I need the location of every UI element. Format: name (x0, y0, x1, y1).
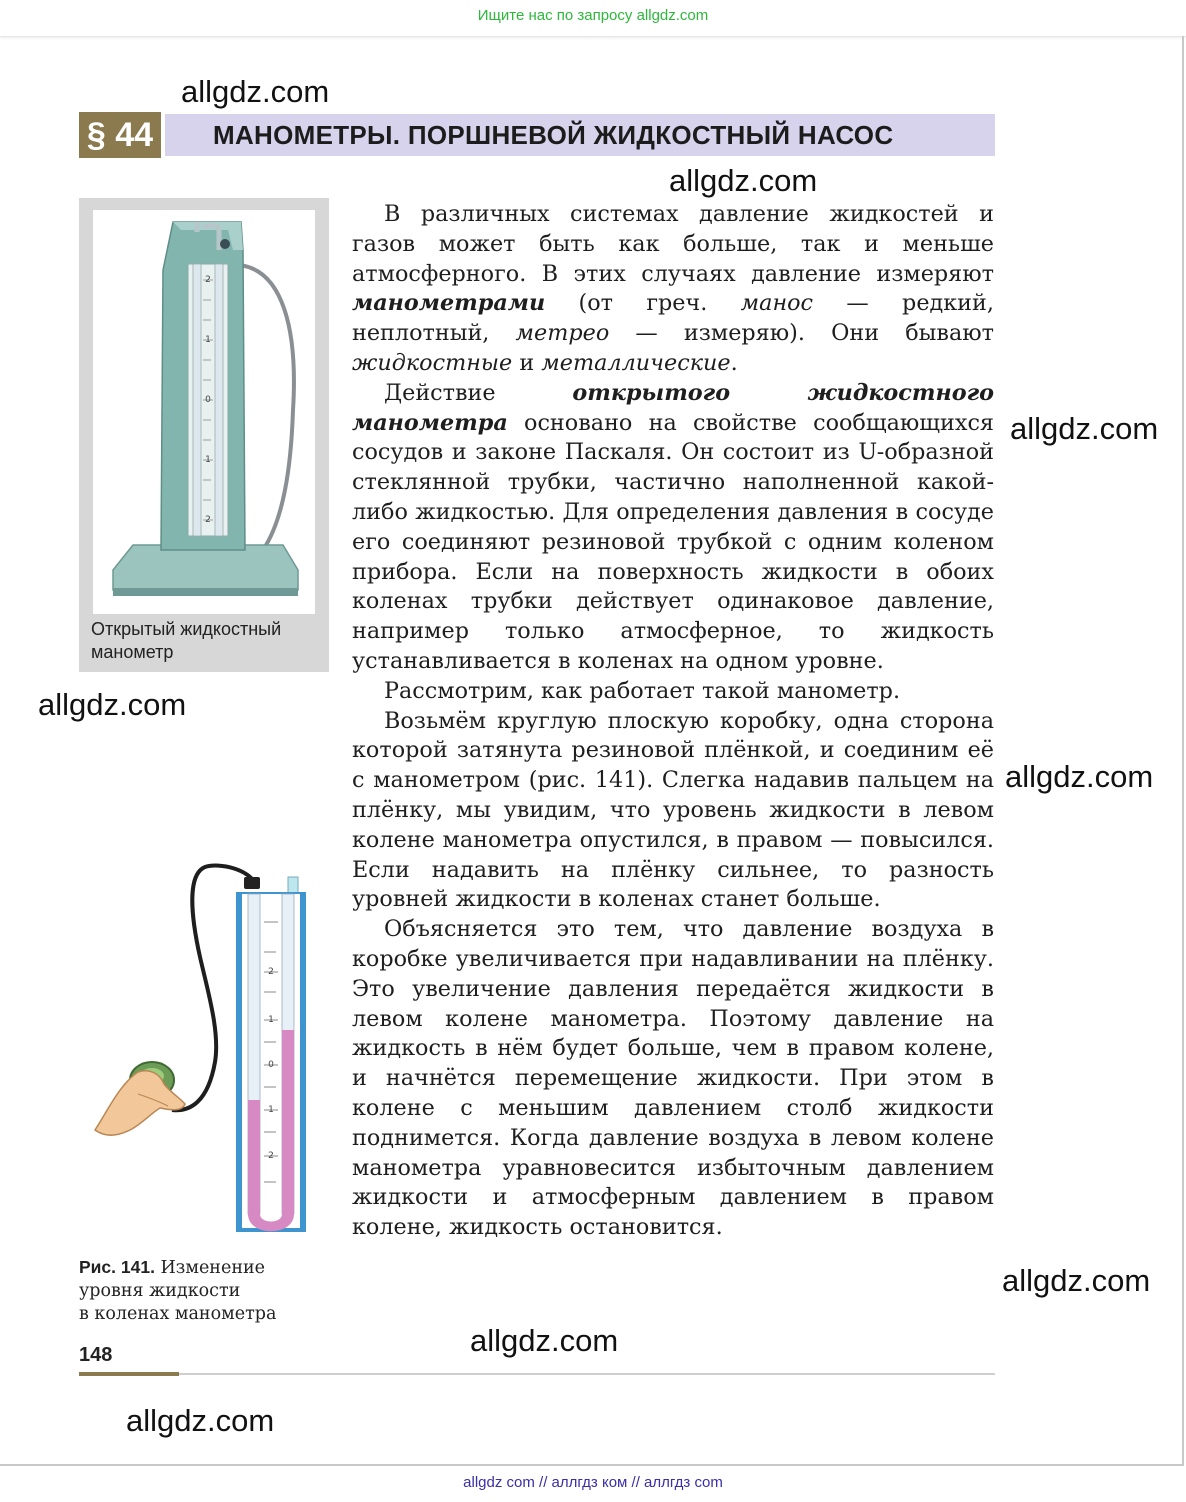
scale-label: 2 (205, 515, 211, 525)
scale-label: 1 (205, 455, 211, 465)
paragraph: Действие открытого жидкостного манометра основано на свойстве сообщающихся сосудов и законе Паскаля. Он состоит из U-образной стеклянной трубки, частично наполненной какой-либо жидкостью. Для определения давления в сосуде его соединяют резиновой трубкой с одним коленом прибора. Если на поверхность жидкости в обоих коленах трубки действует одинаковое давление, например только атмосферное, то жидкость устанавливается в коленах на одном уровне. (352, 379, 994, 674)
figure2-label: Рис. 141. (79, 1257, 155, 1277)
watermark: allgdz.com (1010, 411, 1159, 446)
figure-open-manometer (79, 198, 329, 672)
section-title: МАНОМЕТРЫ. ПОРШНЕВОЙ ЖИДКОСТНЫЙ НАСОС (213, 120, 894, 150)
watermark: allgdz.com (181, 74, 330, 109)
paragraph: Рассмотрим, как работает такой манометр. (384, 677, 901, 704)
scale-label: 1 (268, 1015, 274, 1025)
watermark: allgdz.com (38, 687, 187, 722)
section-header (79, 112, 995, 158)
paragraph: В различных системах давление жидкостей и газов может быть как больше, так и меньше атмосферного. В этих случаях давление измеряют манометрами (от греч. манос — редкий, неплотный, метрео — измеряю). Они бывают жидкостные и металлические. (352, 201, 994, 376)
figure1-caption-line: Открытый жидкостный (91, 619, 282, 639)
footer-rule (179, 1373, 995, 1375)
scale-label: 0 (268, 1060, 274, 1070)
body-text (352, 200, 994, 1243)
u-tube-illustration (90, 862, 320, 1242)
watermark: allgdz.com (126, 1403, 275, 1438)
figure2-caption-line: в коленах манометра (79, 1304, 277, 1324)
scale-label: 2 (268, 967, 274, 977)
page-number: 148 (79, 1344, 113, 1366)
watermark: allgdz.com (470, 1323, 619, 1358)
paragraph: Объясняется это тем, что давление воздуха в коробке увеличивается при надавливании на плёнку. Это увеличение давления передаётся жидкости в левом колене манометра. Поэтому давление на жидкость в нём будет больше, чем в правом колене, и начнётся перемещение жидкости. При этом в колене с меньшим давлением столб жидкости поднимется. Когда давление воздуха в левом колене манометра уравновесится избыточным давлением жидкости и атмосферным давлением в правом колене, жидкость остановится. (352, 916, 994, 1241)
site-banner[interactable]: Ищите нас по запросу allgdz.com (0, 0, 1186, 37)
watermark: allgdz.com (1005, 759, 1154, 794)
figure-141-manometer (90, 862, 320, 1242)
figure1-caption-line: манометр (91, 642, 174, 662)
scale-label: 1 (268, 1105, 274, 1115)
footer-rule-accent (79, 1372, 179, 1376)
figure1-caption (91, 618, 323, 664)
manometer-illustration (93, 210, 315, 614)
manometer-photo (93, 210, 315, 614)
watermark: allgdz.com (1002, 1263, 1151, 1298)
footer-links[interactable]: allgdz com // аллгдз ком // аллгдз com (463, 1474, 723, 1491)
scale-label: 2 (205, 275, 211, 285)
section-number: § 44 (79, 112, 161, 158)
scale-label: 1 (205, 335, 211, 345)
paragraph: Возьмём круглую плоскую коробку, одна сторона которой затянута резиновой плёнкой, и соединим её с манометром (рис. 141). Слегка надавив пальцем на плёнку, мы увидим, что уровень жидкости в левом колене манометра опустился, в правом — повысился. Если надавить на плёнку сильнее, то разность уровней жидкости в коленах станет больше. (352, 707, 994, 913)
figure2-caption-line: уровня жидкости (79, 1281, 241, 1301)
scale-label: 0 (205, 395, 211, 405)
scale-label: 2 (268, 1151, 274, 1161)
figure2-caption-line: Изменение (160, 1258, 266, 1278)
figure2-caption (79, 1256, 339, 1326)
watermark: allgdz.com (669, 163, 818, 198)
